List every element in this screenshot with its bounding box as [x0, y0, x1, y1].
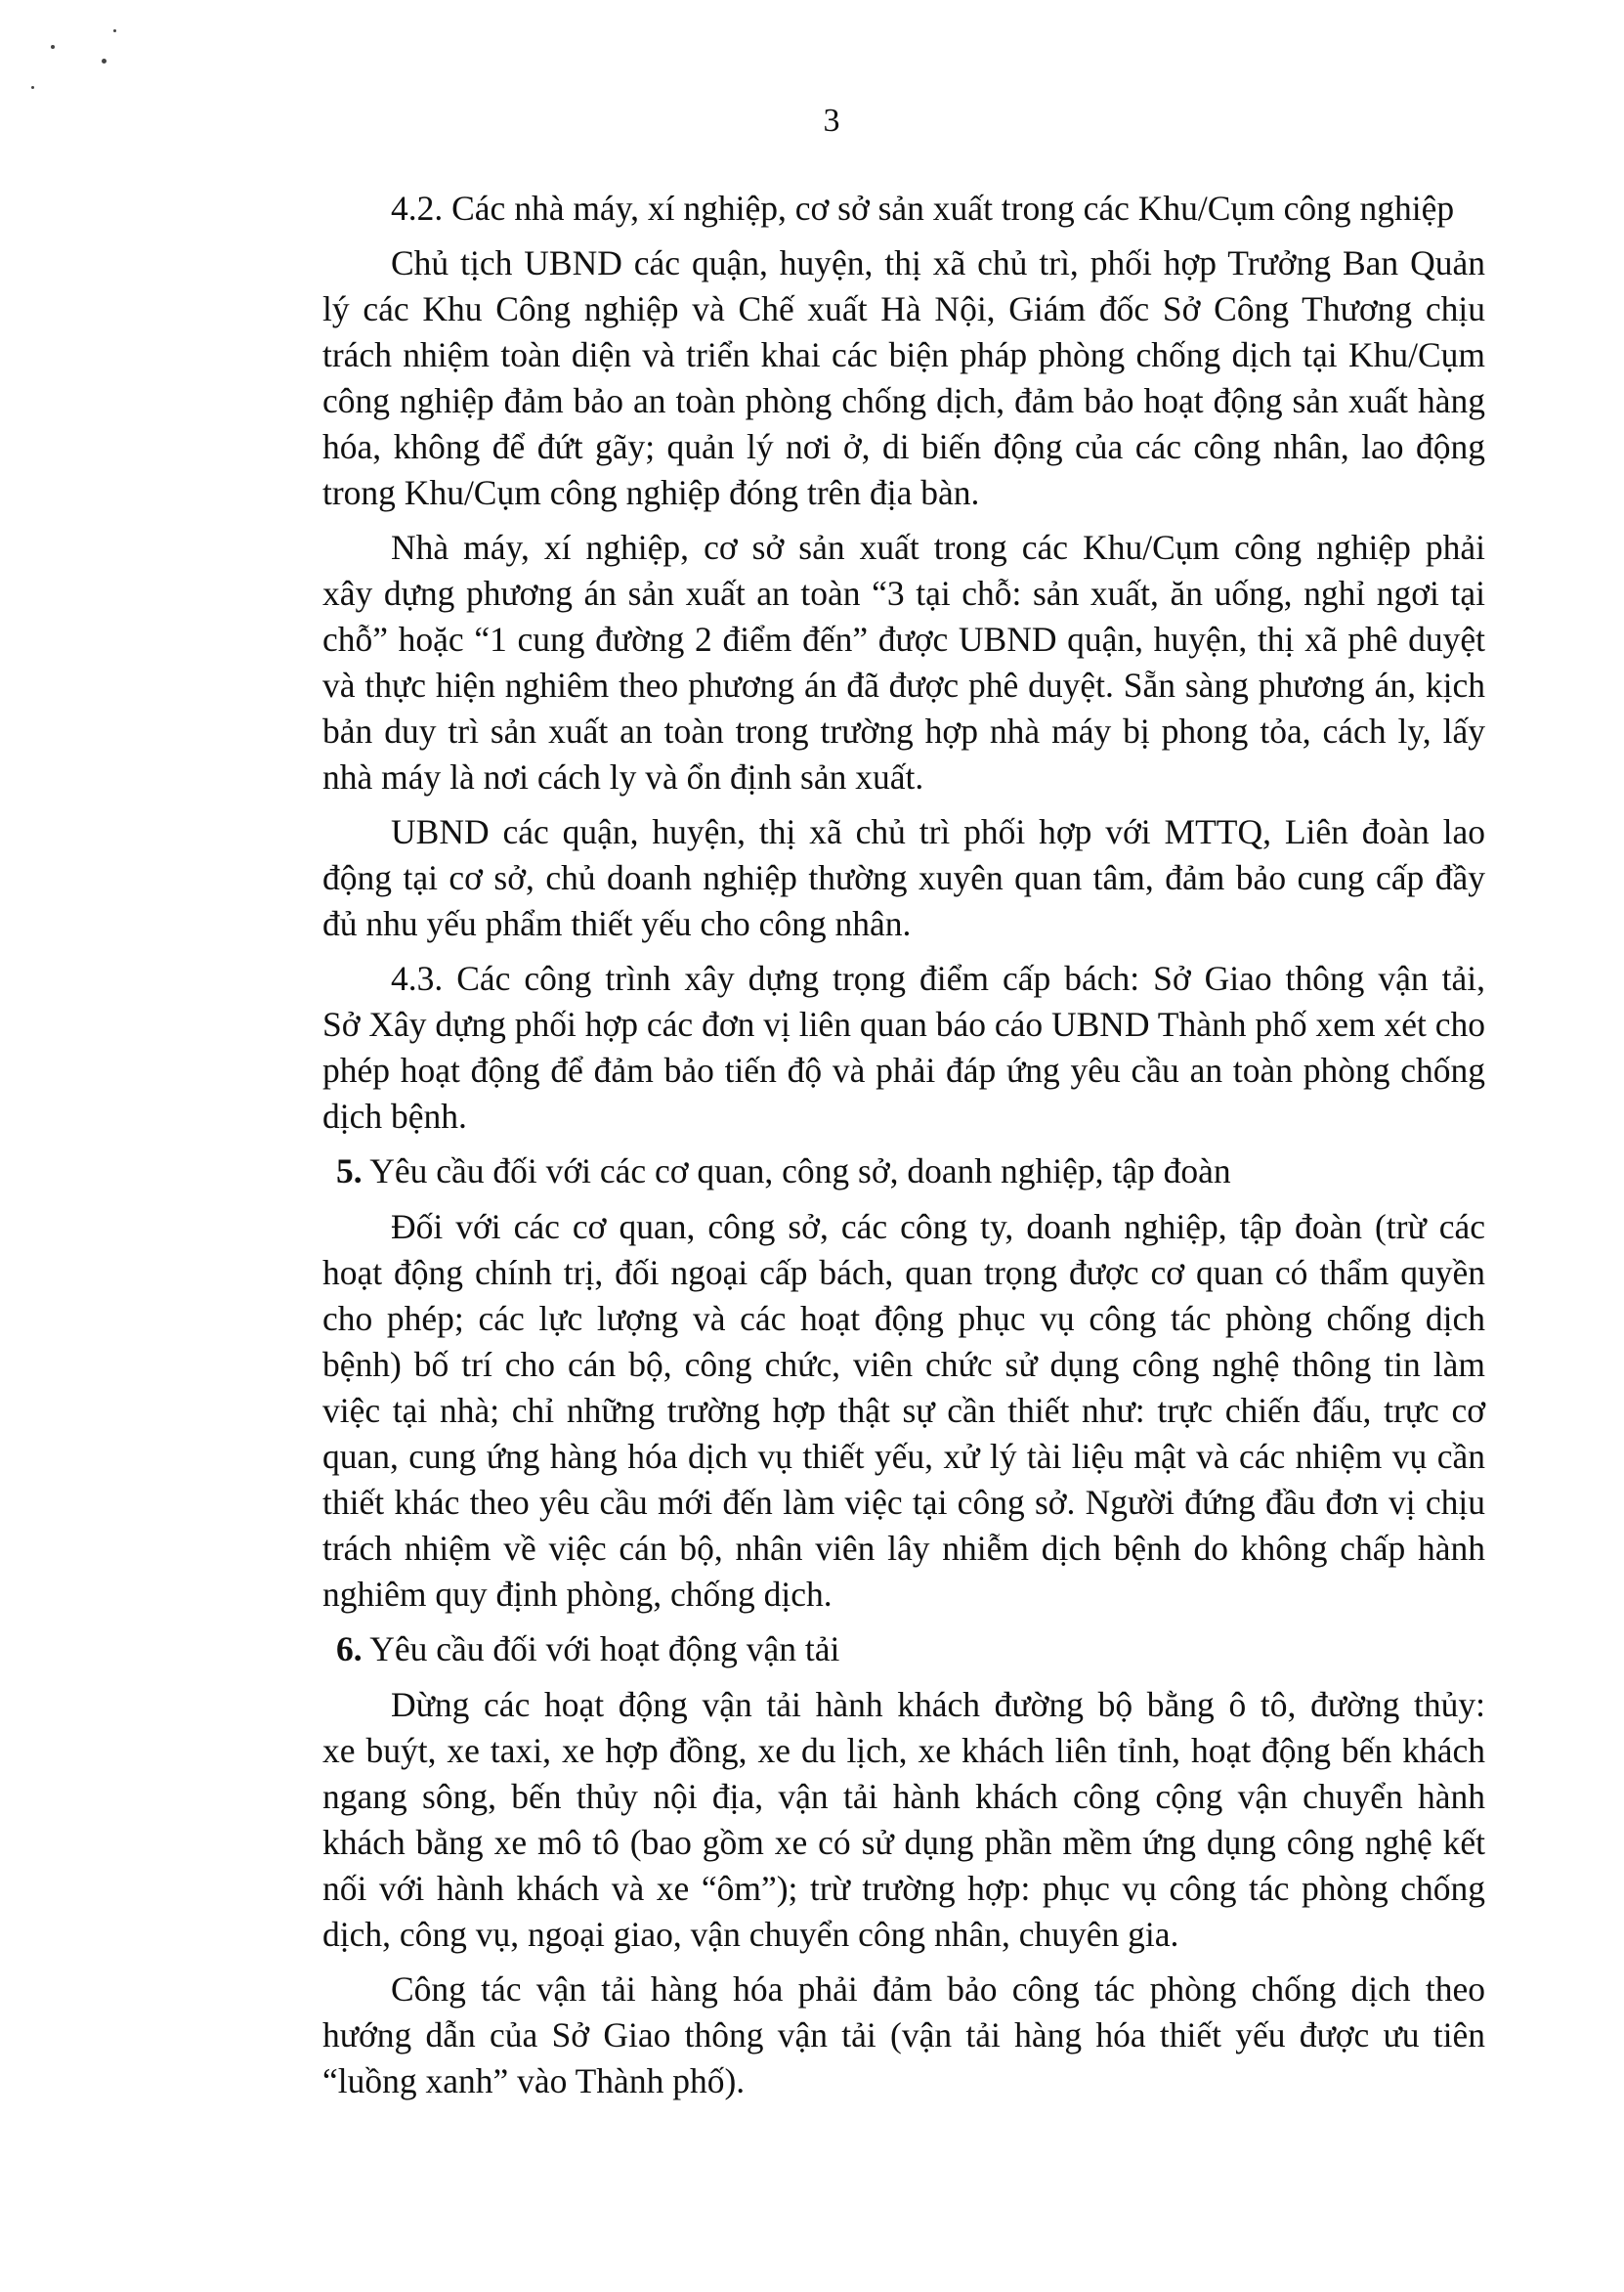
paragraph-first-line: Công tác vận tải hàng hóa phải đảm bảo công tác phòng chống dịch theo — [391, 1969, 1485, 2009]
paragraph-first-line: UBND các quận, huyện, thị xã chủ trì phối hợp với MTTQ, Liên đoàn lao — [391, 812, 1485, 851]
paragraph — [322, 186, 1485, 232]
paragraph-first-line: Đối với các cơ quan, công sở, các công ty, doanh nghiệp, tập đoàn (trừ các — [391, 1207, 1485, 1246]
paragraph-body: Sở Xây dựng phối hợp các đơn vị liên quan báo cáo UBND Thành phố xem xét cho phép hoạt động để đảm bảo tiến độ và phải đáp ứng yêu cầu an toàn phòng chống dịch bệnh. — [322, 1005, 1485, 1136]
paragraph — [322, 956, 1485, 1140]
section-heading — [322, 1626, 1485, 1672]
paragraph-first-line: Dừng các hoạt động vận tải hành khách đường bộ bằng ô tô, đường thủy: — [391, 1685, 1485, 1724]
paragraph-first-line: 4.2. Các nhà máy, xí nghiệp, cơ sở sản xuất trong các Khu/Cụm công nghiệp — [391, 189, 1455, 228]
section-heading-text: Yêu cầu đối với hoạt động vận tải — [369, 1629, 840, 1668]
paragraph — [322, 1204, 1485, 1618]
document-body — [322, 186, 1485, 2113]
paragraph-body: hướng dẫn của Sở Giao thông vận tải (vận tải hàng hóa thiết yếu được ưu tiên “luồng xanh” vào Thành phố). — [322, 2015, 1485, 2100]
paragraph-first-line: 4.3. Các công trình xây dựng trọng điểm cấp bách: Sở Giao thông vận tải, — [391, 959, 1485, 998]
paragraph-body: xe buýt, xe taxi, xe hợp đồng, xe du lịch, xe khách liên tỉnh, hoạt động bến khách ngang sông, bến thủy nội địa, vận tải hành khách công cộng vận chuyển hành khách bằng xe mô tô (bao gồm xe có sử dụng phần mềm ứng dụng công nghệ kết nối với hành khách và xe “ôm”); trừ trường hợp: phục vụ công tác phòng chống dịch, công vụ, ngoại giao, vận chuyển công nhân, chuyên gia. — [322, 1731, 1485, 1954]
paragraph-body: xây dựng phương án sản xuất an toàn “3 tại chỗ: sản xuất, ăn uống, nghỉ ngơi tại chỗ” hoặc “1 cung đường 2 điểm đến” được UBND quận, huyện, thị xã phê duyệt và thực hiện nghiêm theo phương án đã được phê duyệt. Sẵn sàng phương án, kịch bản duy trì sản xuất an toàn trong trường hợp nhà máy bị phong tỏa, cách ly, lấy nhà máy là nơi cách ly và ổn định sản xuất. — [322, 574, 1485, 797]
paragraph-body: hoạt động chính trị, đối ngoại cấp bách, quan trọng được cơ quan có thẩm quyền cho phép; các lực lượng và các hoạt động phục vụ công tác phòng chống dịch bệnh) bố trí cho cán bộ, công chức, viên chức sử dụng công nghệ thông tin làm việc tại nhà; chỉ những trường hợp thật sự cần thiết như: trực chiến đấu, trực cơ quan, cung ứng hàng hóa dịch vụ thiết yếu, xử lý tài liệu mật và các nhiệm vụ cần thiết khác theo yêu cầu mới đến làm việc tại công sở. Người đứng đầu đơn vị chịu trách nhiệm về việc cán bộ, nhân viên lây nhiễm dịch bệnh do không chấp hành nghiêm quy định phòng, chống dịch. — [322, 1253, 1485, 1614]
section-heading-number: 6. — [336, 1629, 363, 1668]
paragraph — [322, 240, 1485, 516]
scan-speck — [102, 59, 107, 64]
paragraph-first-line: Nhà máy, xí nghiệp, cơ sở sản xuất trong các Khu/Cụm công nghiệp phải — [391, 528, 1485, 567]
paragraph — [322, 525, 1485, 800]
scan-speck — [31, 86, 34, 89]
paragraph — [322, 1682, 1485, 1958]
section-heading-number: 5. — [336, 1151, 363, 1190]
page-number: 3 — [823, 103, 840, 139]
scan-speck — [51, 45, 55, 49]
scan-speck — [113, 29, 116, 32]
paragraph — [322, 1967, 1485, 2104]
paragraph-body: động tại cơ sở, chủ doanh nghiệp thường xuyên quan tâm, đảm bảo cung cấp đầy đủ nhu yếu phẩm thiết yếu cho công nhân. — [322, 858, 1485, 943]
paragraph-body: lý các Khu Công nghiệp và Chế xuất Hà Nội, Giám đốc Sở Công Thương chịu trách nhiệm toàn diện và triển khai các biện pháp phòng chống dịch tại Khu/Cụm công nghiệp đảm bảo an toàn phòng chống dịch, đảm bảo hoạt động sản xuất hàng hóa, không để đứt gãy; quản lý nơi ở, di biến động của các công nhân, lao động trong Khu/Cụm công nghiệp đóng trên địa bàn. — [322, 289, 1485, 512]
section-heading-text: Yêu cầu đối với các cơ quan, công sở, doanh nghiệp, tập đoàn — [369, 1151, 1231, 1190]
paragraph-first-line: Chủ tịch UBND các quận, huyện, thị xã chủ trì, phối hợp Trưởng Ban Quản — [391, 243, 1485, 282]
paragraph — [322, 809, 1485, 947]
section-heading — [322, 1148, 1485, 1194]
